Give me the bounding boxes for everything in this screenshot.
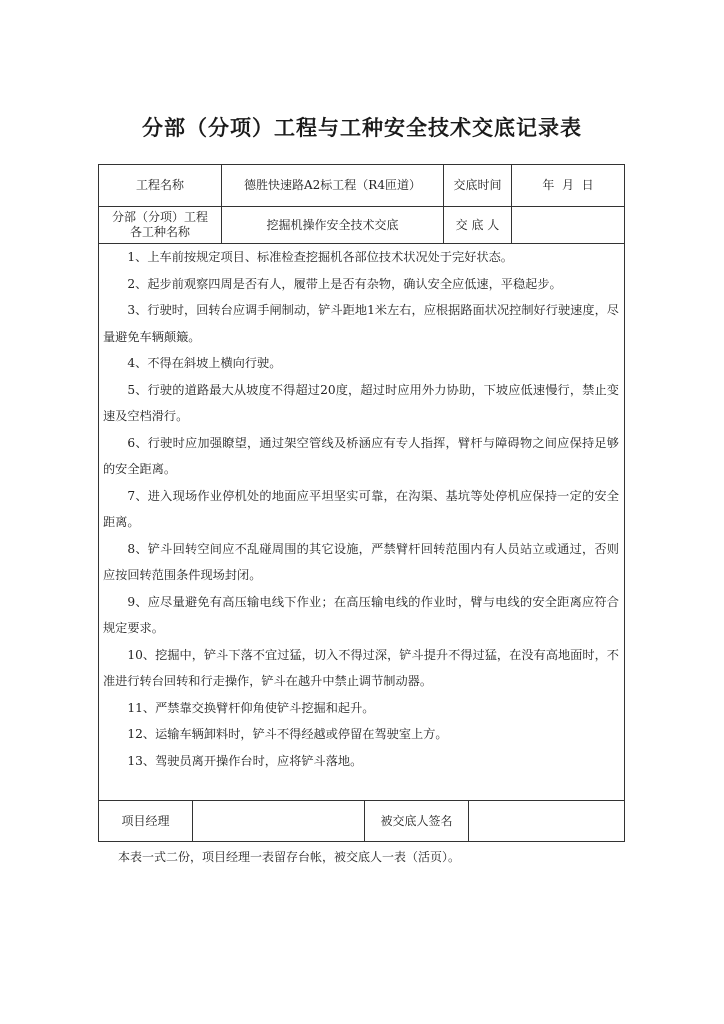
presenter-value <box>512 207 624 243</box>
project-name-label: 工程名称 <box>135 178 184 192</box>
manager-signature-field[interactable] <box>193 801 364 842</box>
recipient-signature-field[interactable] <box>469 801 624 842</box>
instruction-item: 6、行驶时应加强瞭望，通过架空管线及桥涵应有专人指挥，臂杆与障碍物之间应保持足够的安全距离。 <box>103 435 619 476</box>
instruction-item: 12、运输车辆卸料时，铲斗不得经越或停留在驾驶室上方。 <box>127 727 448 741</box>
subitem-label <box>99 207 221 243</box>
instruction-item: 8、铲斗回转空间应不乱碰周围的其它设施，严禁臂杆回转范围内有人员站立或通过，否则应按回转范围条件现场封闭。 <box>103 541 619 582</box>
presenter-label: 交 底 人 <box>455 217 500 232</box>
instruction-item: 10、挖掘中，铲斗下落不宜过猛，切入不得过深，铲斗提升不得过猛，在没有高地面时，不准进行转台回转和行走操作，铲斗在越升中禁止调节制动器。 <box>103 647 619 688</box>
instruction-item: 4、不得在斜坡上横向行驶。 <box>127 356 282 370</box>
instruction-item: 7、进入现场作业停机处的地面应平坦坚实可靠，在沟渠、基坑等处停机应保持一定的安全距离。 <box>103 488 619 529</box>
instruction-item: 2、起步前观察四周是否有人，履带上是否有杂物，确认安全应低速，平稳起步。 <box>127 276 562 291</box>
instruction-item: 1、上车前按规定项目、标准检查挖掘机各部位技术状况处于完好状态。 <box>127 250 513 264</box>
footnote: 本表一式二份，项目经理一表留存台帐，被交底人一表（活页）。 <box>118 850 461 864</box>
safety-instructions <box>103 244 619 774</box>
subitem-label-line2: 各工种名称 <box>129 225 190 239</box>
project-name-value: 德胜快速路A2标工程（R4匝道） <box>244 178 421 192</box>
instruction-item: 13、驾驶员离开操作台时，应将铲斗落地。 <box>127 753 363 768</box>
instruction-item: 5、行驶的道路最大从坡度不得超过20度，超过时应用外力协助，下坡应低速慢行，禁止变速及空档滑行。 <box>103 382 619 423</box>
instruction-item: 11、严禁靠交换臂杆仰角使铲斗挖掘和起升。 <box>127 700 375 715</box>
date-value: 年 月 日 <box>542 178 594 192</box>
date-label: 交底时间 <box>453 178 502 192</box>
subitem-label-line1: 分部（分项）工程 <box>111 210 208 224</box>
instruction-item: 3、行驶时，回转台应调手闸制动，铲斗距地1米左右，应根据路面状况控制好行驶速度，尽量避免车辆颠簸。 <box>103 303 619 344</box>
subitem-value: 挖掘机操作安全技术交底 <box>266 217 399 232</box>
recipient-signature-label: 被交底人签名 <box>380 814 453 828</box>
page-title: 分部（分项）工程与工种安全技术交底记录表 <box>142 116 582 140</box>
instruction-item: 9、应尽量避免有高压输电线下作业；在高压输电线的作业时，臂与电线的安全距离应符合规定要求。 <box>103 594 619 635</box>
manager-label: 项目经理 <box>121 814 170 828</box>
